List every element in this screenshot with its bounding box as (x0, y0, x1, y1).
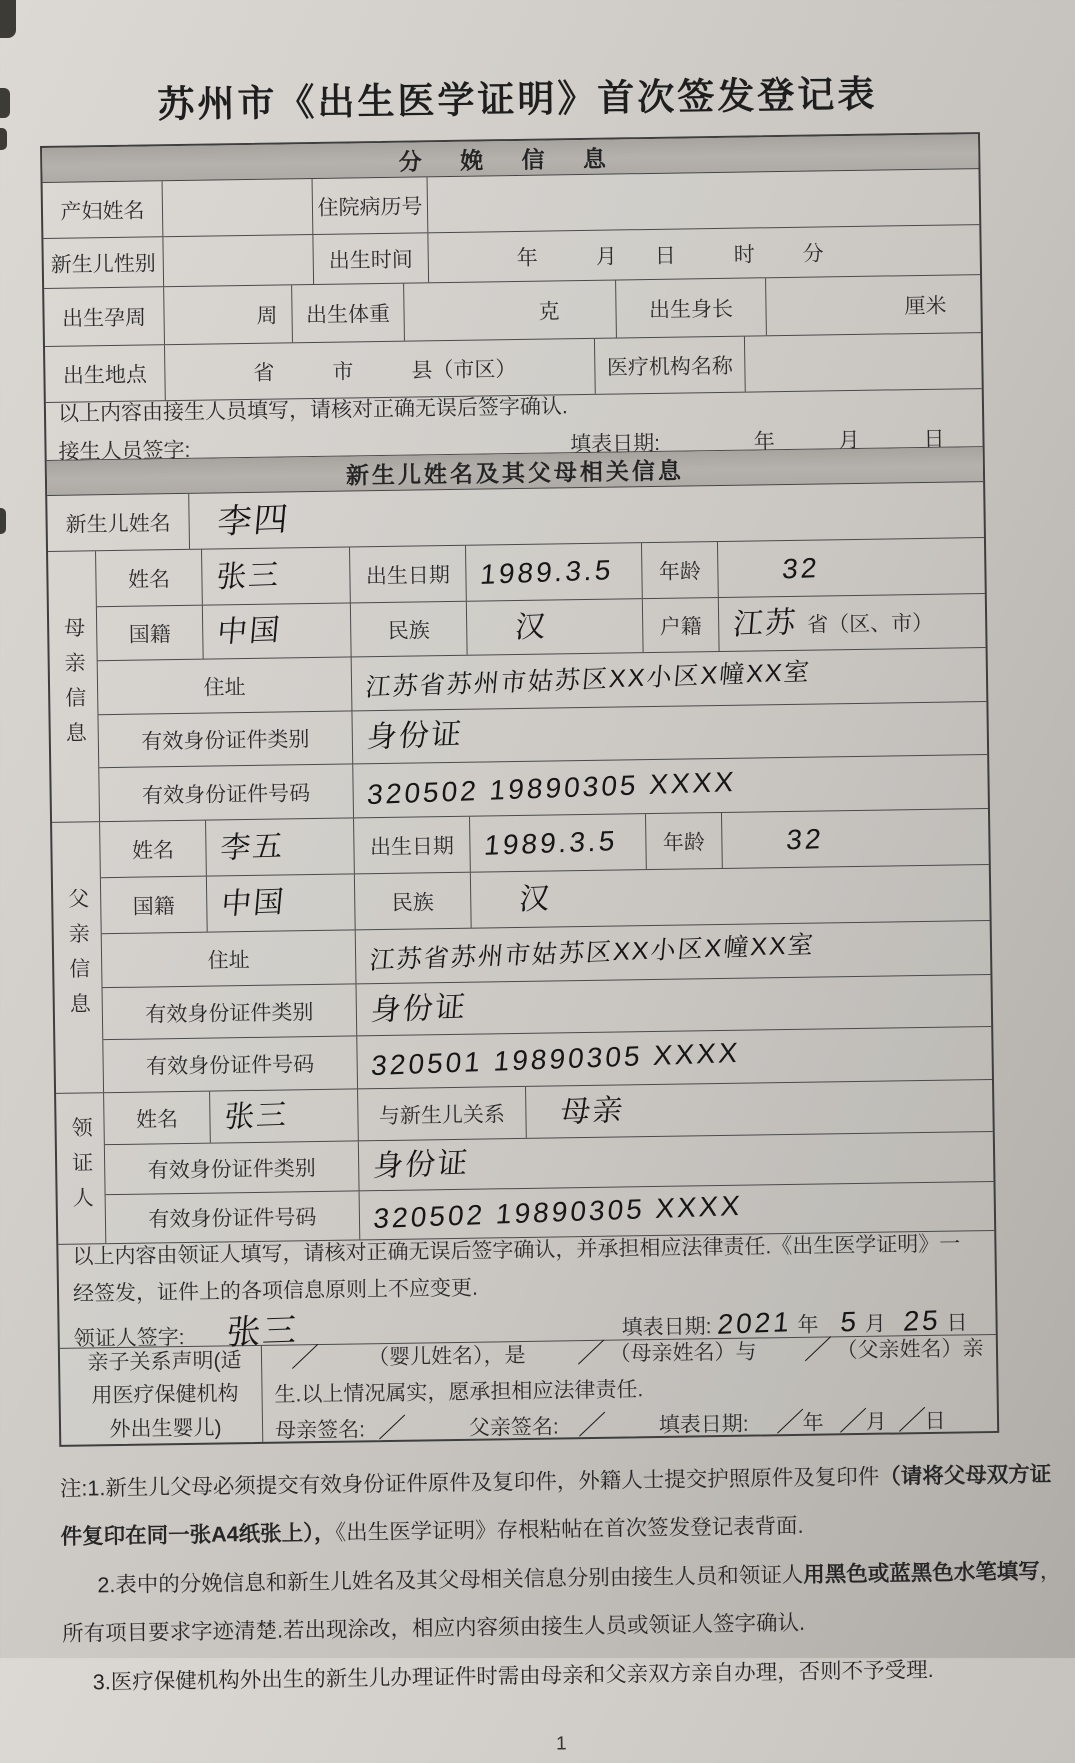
handwritten-date-year: 2021 (715, 1306, 794, 1341)
label-text: 国籍 (132, 894, 175, 919)
handwritten-mother-id-type: 身份证 (365, 717, 465, 755)
label-text: 出生地点 (62, 362, 148, 388)
declaration-side-line: 外出生婴儿) (109, 1416, 222, 1441)
father-side-label: 父亲信息 (65, 887, 91, 1028)
page-number: 1 (555, 1733, 567, 1755)
unit-week: 周 (256, 304, 278, 328)
collector-block (56, 1080, 994, 1245)
label-father-age (646, 813, 723, 869)
footnotes (60, 1450, 1065, 1707)
mother-side-label-cell (48, 551, 100, 822)
declaration-line2: 生.以上情况属实，愿承担相应法律责任. (274, 1378, 644, 1407)
handwritten-collector-id-no: 320502 19890305 XXXX (372, 1189, 744, 1235)
label-text: 住院病历号 (317, 194, 423, 220)
label-text: 姓名 (135, 1107, 179, 1132)
mother-id-no-value-cell (353, 755, 988, 817)
father-id-no-value-cell (357, 1027, 992, 1088)
handwritten-slash: ／ (838, 1405, 867, 1437)
label-text: 有效身份证件类别 (141, 728, 310, 754)
unit-day: 日 (923, 427, 945, 451)
handwritten-date-day: 25 (902, 1304, 943, 1337)
declaration-content-cell (262, 1335, 997, 1442)
label-text: 住址 (203, 675, 246, 700)
handwritten-slash: ／ (290, 1341, 320, 1373)
label-father-address (102, 930, 357, 987)
unit-month: 月 (838, 428, 860, 452)
mother-sign-label: 母亲签名: (274, 1418, 366, 1443)
section-header-family-label: 新生儿姓名及其父母相关信息 (345, 457, 685, 489)
label-text: 有效身份证件号码 (148, 1206, 317, 1232)
photo-edge-artifact (0, 0, 16, 38)
date-label: 填表日期: (569, 431, 661, 456)
father-dob-value-cell (470, 814, 647, 872)
birth-length-value-cell (766, 275, 981, 335)
label-birthplace (45, 345, 166, 402)
label-birth-length (616, 278, 767, 337)
label-father-dob (354, 817, 471, 874)
handwritten-slash: ／ (577, 1409, 607, 1441)
footnote-text: 《出生医学证明》存根粘帖在首次签发登记表背面. (335, 1514, 804, 1546)
label-father-id-no (103, 1036, 358, 1092)
handwritten-father-id-no: 320501 19890305 XXXX (369, 1036, 742, 1082)
label-father-nationality (101, 877, 208, 934)
label-gestation-weeks (44, 287, 165, 346)
handwritten-father-nationality: 中国 (219, 885, 287, 921)
label-mother-name (96, 550, 203, 607)
mother-age-value-cell (718, 538, 985, 597)
declaration-mother-segment: （母亲姓名）与 (609, 1340, 757, 1366)
handwritten-slash: ／ (377, 1412, 407, 1444)
label-newborn-name (47, 494, 190, 551)
unit-year: 年 (802, 1411, 824, 1435)
collector-confirmation-text: 以上内容由领证人填写，请核对正确无误后签字确认，并承担相应法律责任.《出生医学证明》一经签发，证件上的各项信息原则上不应变更. (72, 1232, 961, 1306)
label-text: 与新生儿关系 (378, 1102, 506, 1128)
father-inner-rows (100, 809, 992, 1092)
photo-edge-artifact (0, 508, 6, 534)
collector-side-label: 领证人 (68, 1115, 94, 1222)
collector-inner-rows (104, 1080, 994, 1243)
label-mother-household (643, 598, 720, 652)
handwritten-father-age: 32 (785, 822, 825, 855)
footnote-bold-text: 用黑色或蓝黑色水笔填写 (803, 1559, 1040, 1587)
handwritten-mother-dob: 1989.3.5 (478, 553, 615, 590)
mother-ethnic-value-cell (467, 599, 644, 655)
unit-day: 日 (654, 244, 676, 268)
father-block (52, 809, 992, 1094)
label-text: 出生时间 (328, 248, 413, 273)
handwritten-mother-ethnic: 汉 (513, 609, 549, 644)
photo-edge-artifact (0, 88, 10, 118)
footnote-2 (61, 1547, 1064, 1659)
mother-name-value-cell (202, 547, 351, 604)
handwritten-collector-relation: 母亲 (558, 1093, 626, 1129)
label-collector-relation (358, 1087, 527, 1140)
mother-address-value-cell (352, 648, 987, 710)
handwritten-date-month: 5 (838, 1306, 861, 1338)
label-text: 新生儿性别 (50, 251, 156, 277)
mother-household-value-cell (719, 594, 986, 651)
birth-time-value-cell (428, 225, 980, 282)
label-mother-age (642, 542, 719, 598)
unit-city: 市 (332, 359, 354, 384)
unit-month: 月 (864, 1312, 886, 1337)
label-text: 姓名 (127, 567, 171, 592)
handwritten-collector-signature: 张三 (224, 1311, 301, 1352)
date-label: 填表日期: (658, 1412, 749, 1437)
label-text: 有效身份证件类别 (145, 1000, 314, 1027)
label-mother-ethnic (351, 602, 468, 657)
father-age-value-cell (722, 809, 989, 868)
label-mother-dob (350, 546, 467, 603)
label-mother-id-type (98, 711, 353, 767)
unit-province: 省 (253, 361, 275, 385)
father-ethnic-value-cell (471, 865, 990, 928)
handwritten-father-address: 江苏省苏州市姑苏区XX小区X幢XX室 (368, 930, 817, 975)
label-mother-address (98, 657, 353, 714)
hospital-record-no-value-cell (428, 169, 980, 232)
footnote-3: 3.医疗保健机构外出生的新生儿办理证件时需由母亲和父亲双方亲自办理，否则不予受理. (92, 1657, 934, 1694)
photo-edge-artifact (0, 128, 7, 150)
deliverer-sign-label: 接生人员签字: (58, 438, 191, 464)
label-hospital-record-no (313, 177, 429, 234)
table-row (46, 389, 983, 464)
label-father-id-type (103, 984, 358, 1039)
unit-day: 日 (946, 1311, 968, 1335)
label-text: 有效身份证件号码 (142, 781, 311, 808)
delivery-confirmation-note: 以上内容由接生人员填写，请核对正确无误后签字确认. (57, 394, 568, 426)
unit-county: 县（市区） (411, 357, 517, 383)
institution-value-cell (745, 333, 982, 391)
handwritten-mother-name: 张三 (214, 558, 282, 594)
form-title: 苏州市《出生医学证明》首次签发登记表 (157, 73, 878, 126)
mother-block (48, 538, 988, 823)
footnote-1 (60, 1450, 1063, 1562)
mother-nationality-value-cell (203, 603, 352, 658)
handwritten-mother-id-no: 320502 19890305 XXXX (365, 765, 738, 810)
label-text: 出生体重 (305, 302, 391, 327)
registration-table (40, 132, 999, 1447)
unit-month: 月 (865, 1410, 887, 1434)
label-text: 姓名 (131, 838, 175, 863)
household-suffix: 省（区、市） (807, 611, 934, 637)
collector-relation-value-cell (526, 1080, 993, 1138)
mother-id-type-value-cell (352, 702, 987, 763)
father-sign-label: 父亲签名: (468, 1415, 559, 1440)
label-institution-name (595, 337, 746, 394)
handwritten-newborn-name: 李四 (215, 500, 292, 541)
handwritten-father-dob: 1989.3.5 (482, 824, 619, 861)
label-father-ethnic (355, 873, 472, 930)
label-birth-time (313, 233, 429, 284)
newborn-sex-value-cell (163, 235, 314, 286)
label-text: 新生儿姓名 (65, 511, 171, 537)
declaration-side-label (60, 1346, 263, 1445)
label-text: 出生孕周 (61, 305, 147, 331)
unit-month: 月 (595, 244, 617, 269)
label-collector-name (104, 1092, 211, 1145)
unit-year: 年 (516, 246, 538, 270)
footnote-text: 注:1.新生儿父母必须提交有效身份证件原件及复印件，外籍人士提交护照原件及复印件 (59, 1464, 880, 1501)
label-text: 民族 (387, 618, 430, 643)
footnote-text: 2.表中的分娩信息和新生儿姓名及其父母相关信息分别由接生人员和领证人 (97, 1562, 804, 1598)
father-side-label-cell (52, 822, 104, 1093)
footnote-text: ，所有项目要求字迹清楚.若出现涂改，相应内容须由接生人员或领证人签字确认. (61, 1558, 1062, 1646)
label-text: 民族 (391, 890, 434, 915)
father-nationality-value-cell (207, 874, 356, 931)
declaration-row (60, 1335, 997, 1445)
label-birth-weight (292, 284, 405, 343)
label-text: 年龄 (658, 559, 702, 584)
mother-dob-value-cell (466, 543, 643, 601)
handwritten-slash: ／ (897, 1404, 926, 1436)
unit-cm: 厘米 (904, 294, 947, 318)
handwritten-father-ethnic: 汉 (517, 881, 553, 916)
declaration-side-line: 亲子关系声明(适 (87, 1348, 242, 1375)
label-text: 出生日期 (369, 834, 455, 859)
label-newborn-sex (43, 237, 164, 288)
label-text: 出生日期 (365, 563, 451, 588)
unit-gram: 克 (538, 299, 560, 324)
section-header-delivery-label: 分 娩 信 息 (398, 144, 623, 175)
label-collector-id-type (105, 1141, 360, 1194)
label-father-name (100, 821, 207, 878)
newborn-name-value-cell (189, 482, 984, 549)
birth-weight-value-cell (404, 280, 617, 340)
unit-year: 年 (797, 1313, 819, 1338)
unit-year: 年 (753, 429, 775, 453)
label-text: 国籍 (128, 622, 171, 647)
handwritten-slash: ／ (775, 1406, 804, 1438)
gestation-value-cell (164, 285, 293, 344)
label-mother-id-no (99, 764, 354, 821)
handwritten-mother-address: 江苏省苏州市姑苏区XX小区X幢XX室 (364, 657, 813, 702)
handwritten-slash: ／ (576, 1337, 605, 1369)
unit-day: 日 (924, 1409, 946, 1434)
mother-inner-rows (96, 538, 988, 821)
mother-side-label: 母亲信息 (61, 616, 87, 757)
handwritten-slash: ／ (803, 1334, 832, 1366)
label-text: 有效身份证件类别 (147, 1156, 316, 1183)
father-name-value-cell (206, 818, 355, 875)
father-id-type-value-cell (356, 975, 991, 1035)
label-text: 医疗机构名称 (606, 354, 734, 380)
label-text: 出生身长 (648, 297, 734, 322)
handwritten-mother-household: 江苏 (731, 605, 799, 641)
label-mother-nationality (97, 606, 204, 661)
label-text: 住址 (207, 948, 250, 973)
date-label: 填表日期: (621, 1315, 712, 1340)
declaration-father-segment: （父亲姓名）亲 (836, 1337, 984, 1363)
declaration-side-line: 用医疗保健机构 (91, 1382, 239, 1408)
unit-hour: 时 (733, 242, 755, 267)
handwritten-collector-name: 张三 (222, 1098, 290, 1134)
handwritten-mother-nationality: 中国 (215, 613, 283, 649)
label-maternal-name (43, 181, 164, 238)
label-text: 年龄 (662, 830, 706, 855)
label-text: 产妇姓名 (60, 198, 145, 224)
father-address-value-cell (356, 921, 991, 983)
declaration-baby-segment: （婴儿姓名），是 (367, 1343, 526, 1370)
handwritten-father-name: 李五 (218, 829, 286, 865)
footnote-bold-text: （请将父母双方证件复印在同一张A4纸张上）， (60, 1462, 1052, 1550)
maternal-name-value-cell (163, 179, 314, 236)
unit-minute: 分 (802, 241, 824, 266)
collector-side-label-cell (56, 1093, 106, 1244)
handwritten-father-id-type: 身份证 (369, 990, 469, 1027)
collector-sign-label: 领证人签字: (73, 1325, 185, 1351)
handwritten-collector-id-type: 身份证 (371, 1146, 471, 1183)
collector-id-type-value-cell (359, 1132, 994, 1190)
label-text: 有效身份证件号码 (146, 1053, 315, 1079)
handwritten-mother-age: 32 (781, 551, 821, 584)
delivery-confirmation-cell (46, 389, 983, 464)
collector-name-value-cell (210, 1089, 359, 1142)
label-text: 户籍 (659, 614, 702, 639)
